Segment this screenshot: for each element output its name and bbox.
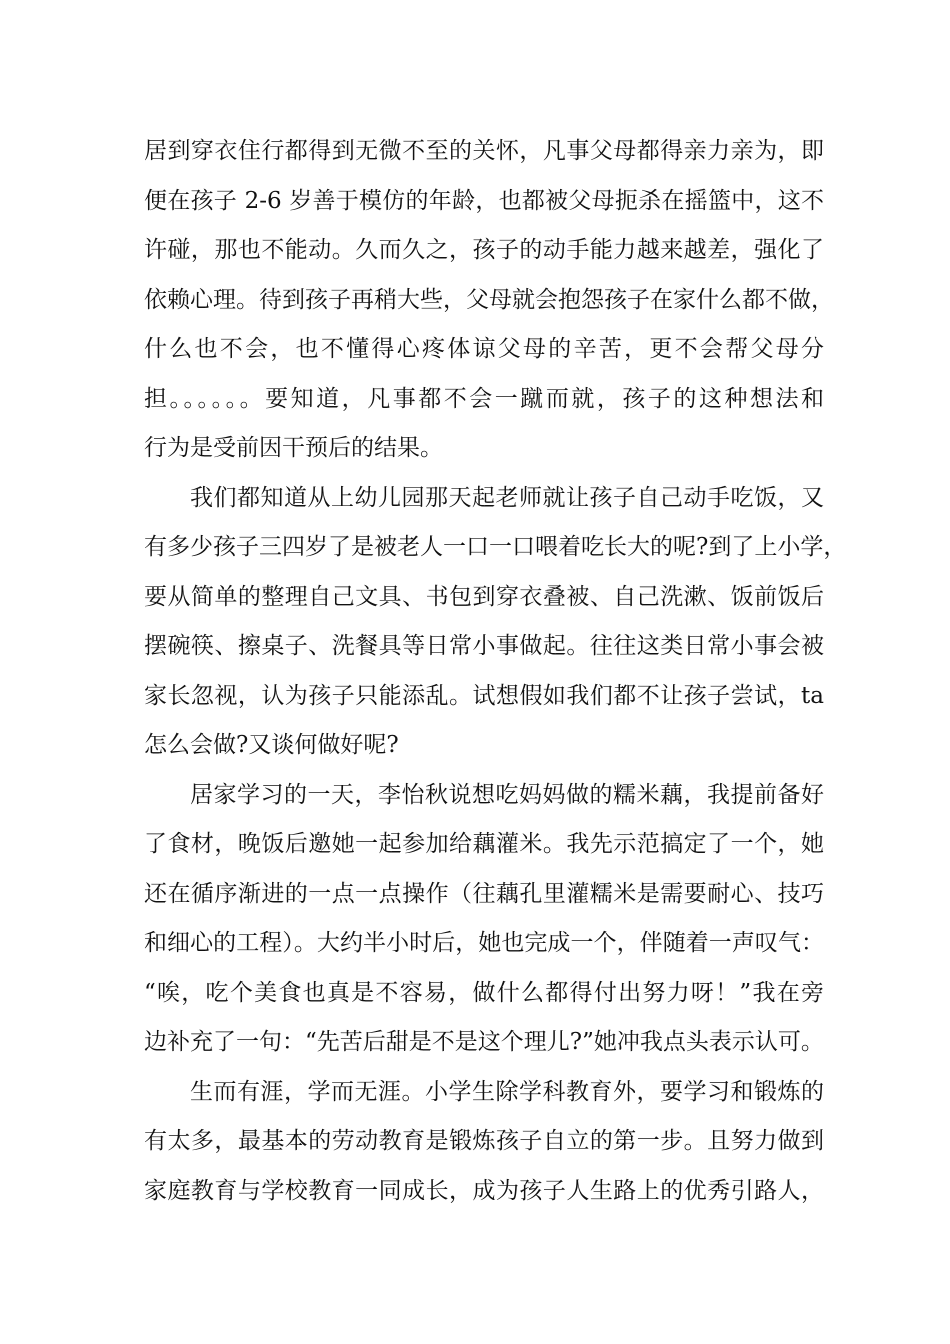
text-line: 行为是受前因干预后的结果。 (144, 435, 443, 461)
text-line: 和细心的工程）。大约半小时后，她也完成一个，伴随着一声叹气： (144, 930, 824, 956)
text-line: “唉，吃个美食也真是不容易，做什么都得付出努力呀！”我在旁 (144, 979, 824, 1006)
text-line: 家长忽视，认为孩子只能添乱。试想假如我们都不让孩子尝试，ta (144, 682, 824, 709)
text-line: 便在孩子 2-6 岁善于模仿的年龄，也都被父母扼杀在摇篮中，这不 (144, 187, 824, 214)
paragraph-3 (144, 771, 824, 1068)
text-line: 怎么会做?又谈何做好呢? (144, 732, 399, 758)
text-line: 居到穿衣住行都得到无微不至的关怀，凡事父母都得亲力亲为，即 (144, 138, 824, 164)
paragraph-4 (144, 1068, 824, 1217)
text-line: 依赖心理。待到孩子再稍大些，父母就会抱怨孩子在家什么都不做， (144, 286, 834, 313)
text-line: 我们都知道从上幼儿园那天起老师就让孩子自己动手吃饭，又 (190, 484, 824, 511)
text-line: 有多少孩子三四岁了是被老人一口一口喂着吃长大的呢?到了上小学， (144, 534, 847, 560)
paragraph-2 (144, 474, 847, 771)
text-line: 摆碗筷、擦桌子、洗餐具等日常小事做起。往往这类日常小事会被 (144, 633, 824, 659)
text-line: 要从简单的整理自己文具、书包到穿衣叠被、自己洗漱、饭前饭后 (144, 583, 824, 610)
text-line: 许碰，那也不能动。久而久之，孩子的动手能力越来越差，强化了 (144, 237, 824, 263)
text-line: 还在循序渐进的一点一点操作（往藕孔里灌糯米是需要耐心、技巧 (144, 880, 824, 907)
document-body (144, 127, 847, 1216)
text-line: 了食材，晚饭后邀她一起参加给藕灌米。我先示范搞定了一个，她 (144, 831, 824, 857)
text-line: 家庭教育与学校教育一同成长，成为孩子人生路上的优秀引路人， (144, 1177, 824, 1204)
paragraph-1 (144, 127, 834, 474)
text-line: 什么也不会，也不懂得心疼体谅父母的辛苦，更不会帮父母分 (144, 336, 824, 362)
text-line: 居家学习的一天，李怡秋说想吃妈妈做的糯米藕，我提前备好 (190, 781, 824, 808)
text-line: 生而有涯，学而无涯。小学生除学科教育外，要学习和锻炼的 (190, 1078, 824, 1105)
text-line: 边补充了一句：“先苦后甜是不是这个理儿?”她冲我点头表示认可。 (144, 1029, 824, 1055)
text-line: 有太多，最基本的劳动教育是锻炼孩子自立的第一步。且努力做到 (144, 1128, 824, 1154)
text-line: 担。。。。。。要知道，凡事都不会一蹴而就，孩子的这种想法和 (144, 385, 824, 412)
